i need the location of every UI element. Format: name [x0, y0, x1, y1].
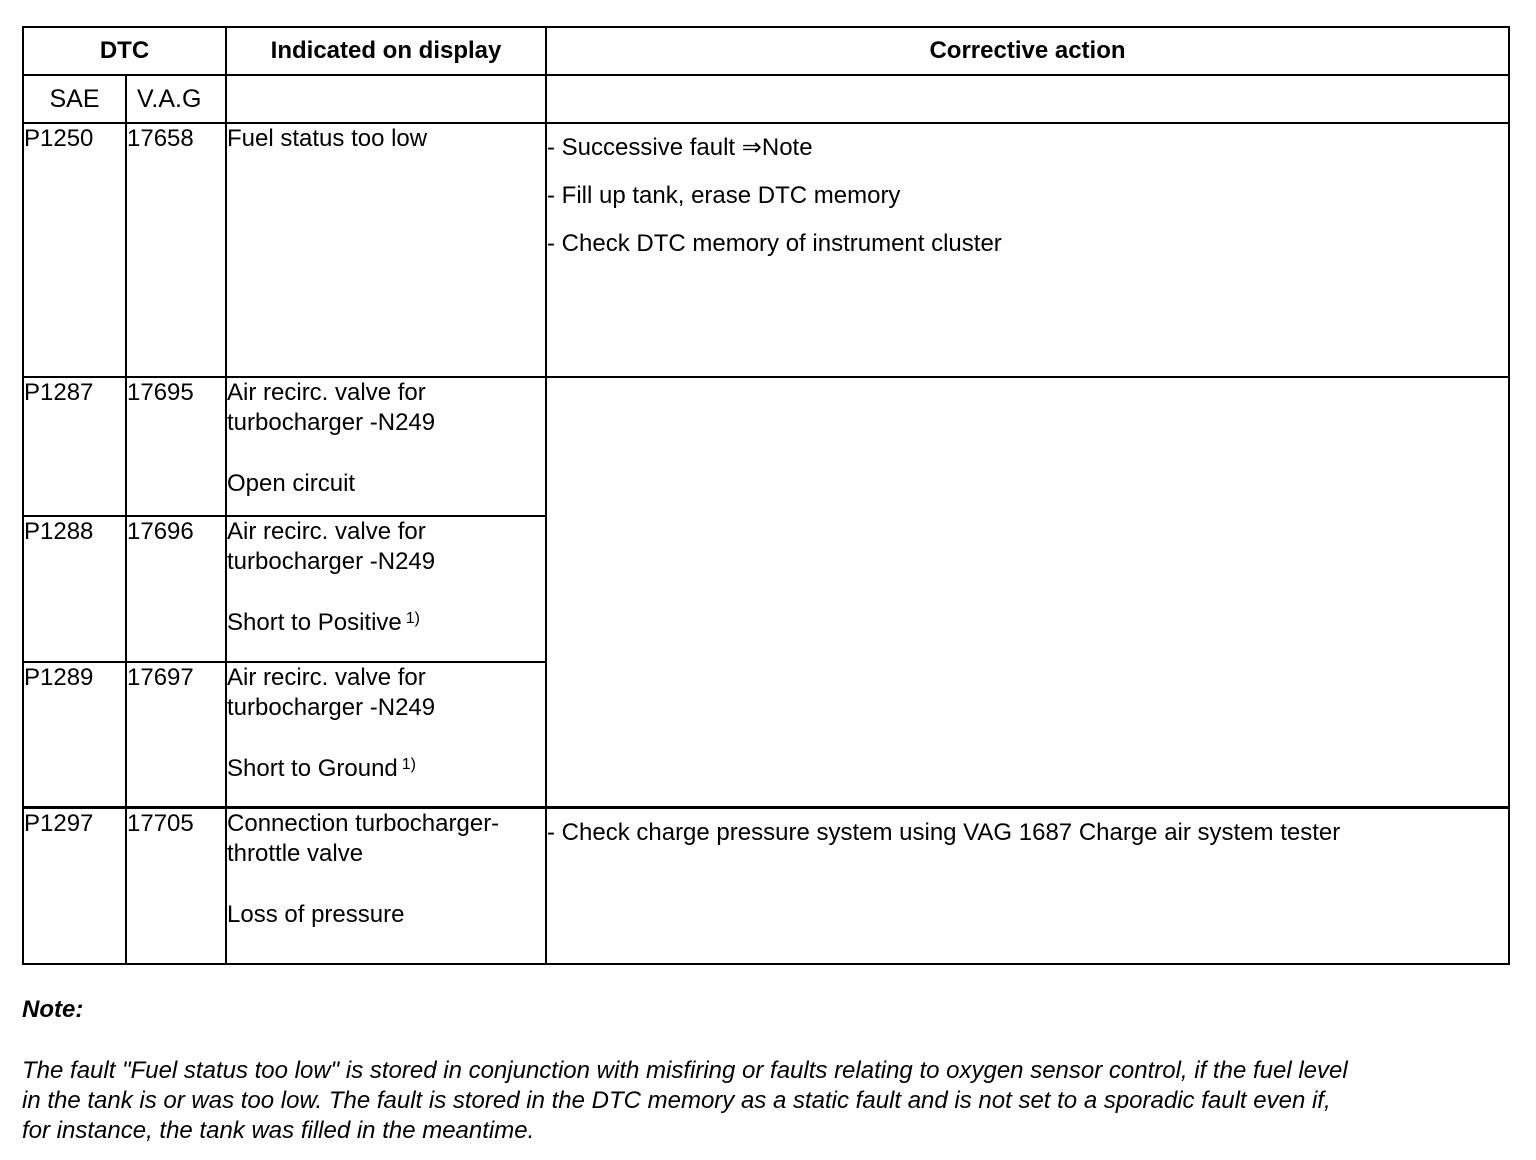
- corrective-action: [546, 807, 1509, 964]
- vag-code: 17696: [126, 516, 226, 662]
- display-text: Connection turbocharger- throttle valve Loss of pressure: [226, 807, 546, 964]
- display-text: Air recirc. valve for turbocharger -N249 Short to Positive $^{1)}$: [226, 516, 546, 662]
- display-text: Air recirc. valve for turbocharger -N249 Open circuit: [226, 377, 546, 516]
- note-title: Note:: [22, 996, 84, 1023]
- display-text: Air recirc. valve for turbocharger -N249 Short to Ground $^{1)}$: [226, 662, 546, 807]
- sae-code: P1250: [23, 123, 126, 377]
- corrective-action: [546, 123, 1509, 377]
- sae-code: P1287: [23, 377, 126, 516]
- sae-code: P1289: [23, 662, 126, 807]
- table-row: [23, 123, 1509, 377]
- display-text: Fuel status too low: [226, 123, 546, 377]
- sae-code: P1288: [23, 516, 126, 662]
- table-row: [23, 377, 1509, 516]
- action-item: - Check charge pressure system using VAG 1687 Charge air system tester: [547, 818, 1341, 846]
- subheader-sae: SAE: [23, 75, 126, 123]
- footnote-marker: 1): [405, 610, 420, 627]
- table-row: [23, 807, 1509, 964]
- action-item: - Successive fault ⇒Note: [547, 134, 813, 161]
- vag-code: 17658: [126, 123, 226, 377]
- header-indicated-on-display: Indicated on display: [226, 27, 546, 75]
- header-dtc: DTC: [23, 27, 226, 75]
- action-item: - Check DTC memory of instrument cluster: [547, 230, 1002, 257]
- footnote-marker: 1): [401, 756, 417, 773]
- subheader-row: [23, 75, 1509, 123]
- subheader-blank-action: [546, 75, 1509, 123]
- note-text: The fault "Fuel status too low" is stored in conjunction with misfiring or faults relating to oxygen sensor control, if the fuel level in the tank is or was too low. The fault is stored in the DTC memory as a static fault and is not set to a sporadic fault even if, for instance, the tank was filled in the meantime.: [22, 1057, 1348, 1144]
- action-item: - Fill up tank, erase DTC memory: [547, 182, 901, 209]
- dtc-table: [22, 26, 1510, 965]
- vag-code: 17705: [126, 807, 226, 964]
- vag-code: 17697: [126, 662, 226, 807]
- header-row: [23, 27, 1509, 75]
- header-corrective-action: Corrective action: [546, 27, 1509, 75]
- vag-code: 17695: [126, 377, 226, 516]
- subheader-blank-display: [226, 75, 546, 123]
- subheader-vag: V.A.G: [126, 75, 226, 123]
- sae-code: P1297: [23, 807, 126, 964]
- corrective-action-empty: [546, 377, 1509, 807]
